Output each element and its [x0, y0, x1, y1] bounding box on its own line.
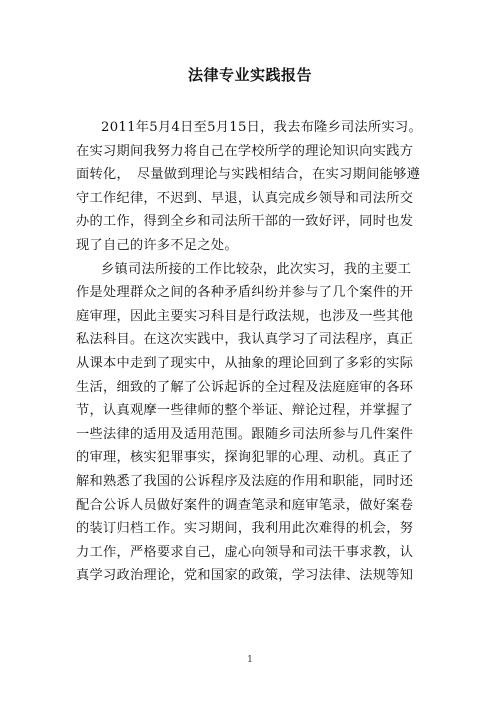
text-line: 配合公诉人员做好案件的调查笔录和庭审笔录，做好案卷	[76, 497, 414, 513]
text-line: 庭审理，因此主要实习科目是行政法规，也涉及一些其他	[76, 308, 414, 324]
document-body	[76, 116, 436, 588]
text-line: 作是处理群众之间的各种矛盾纠纷并参与了几个案件的开	[76, 285, 414, 301]
text-line: 一些法律的适用及适用范围。跟随乡司法所参与几件案件	[76, 426, 414, 442]
text-line: 力工作，严格要求自己，虚心向领导和司法干事求教，认	[76, 544, 414, 560]
text-line: 的审理，核实犯罪事实，探询犯罪的心理、动机。真正了	[76, 450, 414, 466]
text-line: 面转化， 尽量做到理论与实践相结合，在实习期间能够遵	[76, 167, 421, 183]
text-line: 节，认真观摩一些律师的整个举证、辩论过程，并掌握了	[76, 403, 414, 419]
page-number: 1	[247, 655, 253, 665]
text-line: 办的工作，得到全乡和司法所干部的一致好评，同时也发	[76, 214, 414, 230]
text-line: 解和熟悉了我国的公诉程序及法庭的作用和职能，同时还	[76, 473, 414, 489]
document-title: 法律专业实践报告	[187, 66, 312, 84]
text-line: 生活，细致的了解了公诉起诉的全过程及法庭庭审的各环	[76, 379, 414, 395]
text-line: 的装订归档工作。实习期间，我利用此次难得的机会，努	[76, 521, 414, 537]
text-line: 从课本中走到了现实中，从抽象的理论回到了多彩的实际	[76, 355, 414, 371]
text-line: 现了自己的许多不足之处。	[76, 237, 238, 253]
text-line: 真学习政治理论，党和国家的政策，学习法律、法规等知	[76, 568, 414, 584]
text-line: 乡镇司法所接的工作比较杂，此次实习，我的主要工	[101, 261, 412, 277]
text-line: 私法科目。在这次实践中，我认真学习了司法程序，真正	[76, 332, 414, 348]
text-line: 守工作纪律，不迟到、早退，认真完成乡领导和司法所交	[76, 190, 414, 206]
text-line: 2011年5月4日至5月15日，我去布隆乡司法所实习。	[101, 120, 422, 135]
text-line: 在实习期间我努力将自己在学校所学的理论知识向实践方	[76, 143, 414, 159]
